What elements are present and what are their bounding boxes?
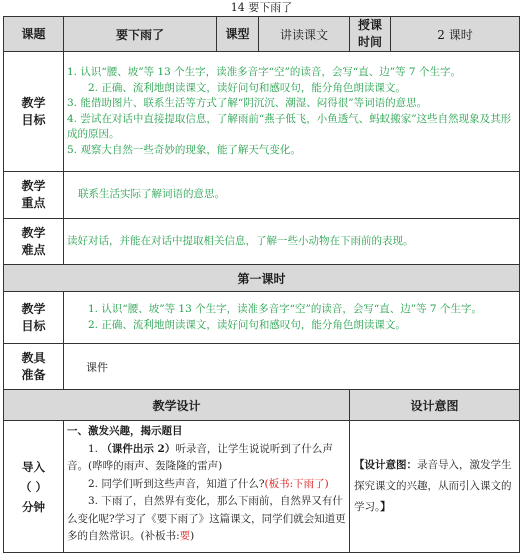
step3-board: 要 <box>179 530 191 542</box>
prep-value: 课件 <box>64 344 520 390</box>
goal-item: 3. 能借助图片、联系生活等方式了解“阴沉沉、潮湿、闷得很”等词语的意思。 <box>67 97 428 109</box>
goals-row <box>4 52 520 172</box>
topic-value: 要下雨了 <box>64 17 217 52</box>
step2-board: (板书:下雨了) <box>264 477 329 490</box>
first-lesson-title: 第一课时 <box>4 265 520 292</box>
intro-label-line2: （ ） <box>19 479 47 494</box>
difficulties-row <box>4 219 520 265</box>
goal-item: 4. 尝试在对话中直接提取信息，了解雨前“燕子低飞，小鱼透气、蚂蚁搬家”这些自然现象及其形成的原因。 <box>67 112 512 140</box>
step2-text: 2. 同学们听到这些声音，知道了什么? <box>88 477 265 490</box>
lesson-goals-content <box>64 292 520 344</box>
intro-row <box>4 421 520 553</box>
hours-label-line2: 时间 <box>357 35 382 49</box>
goals-label-line1: 教学 <box>21 95 46 110</box>
lesson-goals-row <box>4 292 520 344</box>
difficulties-label <box>4 219 64 265</box>
goal-item: 1. 认识“腰、坡”等 13 个生字，读准多音字“空”的读音，会写“直、边”等 7 个生字。 <box>67 66 461 78</box>
goal-item: 5. 观察大自然一些奇妙的现象，能了解天气变化。 <box>67 143 301 156</box>
lesson-plan-table <box>3 16 520 553</box>
document-title: 14 要下雨了 <box>230 1 293 14</box>
difficulties-label-line1: 教学 <box>21 225 46 240</box>
difficulties-label-line2: 难点 <box>21 242 46 257</box>
key-points-label-line2: 重点 <box>21 196 46 210</box>
step1-bold: （课件出示 2） <box>101 442 176 455</box>
intro-label-line3: 分钟 <box>22 499 45 514</box>
intent-text: 录音导入，激发学生探究课文的兴趣，从而引入课文的学习。 <box>354 459 512 513</box>
prep-label-line1: 教具 <box>21 350 46 365</box>
intent-end: 】 <box>380 501 391 513</box>
lesson-goals-label-line2: 目标 <box>21 318 46 333</box>
prep-label <box>4 344 64 390</box>
header-row <box>4 17 520 52</box>
difficulties-content: 读好对话，并能在对话中提取相关信息，了解一些小动物在下雨前的表现。 <box>64 219 520 265</box>
lesson-goals-label-line1: 教学 <box>21 301 46 316</box>
key-points-label-line1: 教学 <box>21 179 46 193</box>
intent-bold: 【设计意图： <box>354 459 417 471</box>
hours-label <box>350 17 391 52</box>
lesson-goal-item: 2. 正确、流利地朗读课文，读好问句和感叹句，能分角色朗读课文。 <box>88 318 406 331</box>
lesson-goals-label <box>4 292 64 344</box>
first-lesson-row <box>4 265 520 292</box>
prep-label-line2: 准备 <box>21 367 46 382</box>
goal-item: 2. 正确、流利地朗读课文，读好问句和感叹句，能分角色朗读课文。 <box>88 81 406 94</box>
key-points-content: 联系生活实际了解词语的意思。 <box>64 172 520 219</box>
goals-label-line2: 目标 <box>21 112 46 127</box>
type-label: 课型 <box>217 17 259 52</box>
prep-row <box>4 344 520 390</box>
intro-step-2 <box>67 476 346 494</box>
intro-step-3 <box>67 493 346 546</box>
hours-label-line1: 授课 <box>357 18 382 32</box>
design-header: 教学设计 <box>4 390 350 421</box>
step1-prefix: 1. <box>88 442 102 455</box>
design-header-row <box>4 390 520 421</box>
lesson-goal-item: 1. 认识“腰、坡”等 13 个生字，读准多音字“空”的读音，会写“直、边”等 7 个生字。 <box>88 303 482 315</box>
topic-label: 课题 <box>4 17 64 52</box>
intro-content <box>64 421 350 553</box>
type-value: 讲读课文 <box>259 17 350 52</box>
step3-text: 3. 下雨了，自然界有变化，那么下雨前，自然界又有什么变化呢?学习了《要下雨了》这篇课文，同学们就会知道更多的自然常识。(补板书: <box>67 495 346 542</box>
intro-step-1 <box>67 441 346 476</box>
goals-content <box>64 52 520 172</box>
intent-header: 设计意图 <box>350 390 520 421</box>
hours-value: 2 课时 <box>391 17 520 52</box>
intro-label <box>4 421 64 553</box>
intro-intent <box>350 421 520 553</box>
key-points-label <box>4 172 64 219</box>
step3-end: ) <box>190 530 195 542</box>
intro-section-title: 一、激发兴趣，揭示题目 <box>67 425 183 437</box>
key-points-row <box>4 172 520 219</box>
intro-label-line1: 导入 <box>22 459 45 474</box>
step1-text: 听录音，让学生说说听到了什么声音。(哗哗的雨声、轰隆隆的雷声) <box>67 442 333 472</box>
goals-label <box>4 52 64 172</box>
